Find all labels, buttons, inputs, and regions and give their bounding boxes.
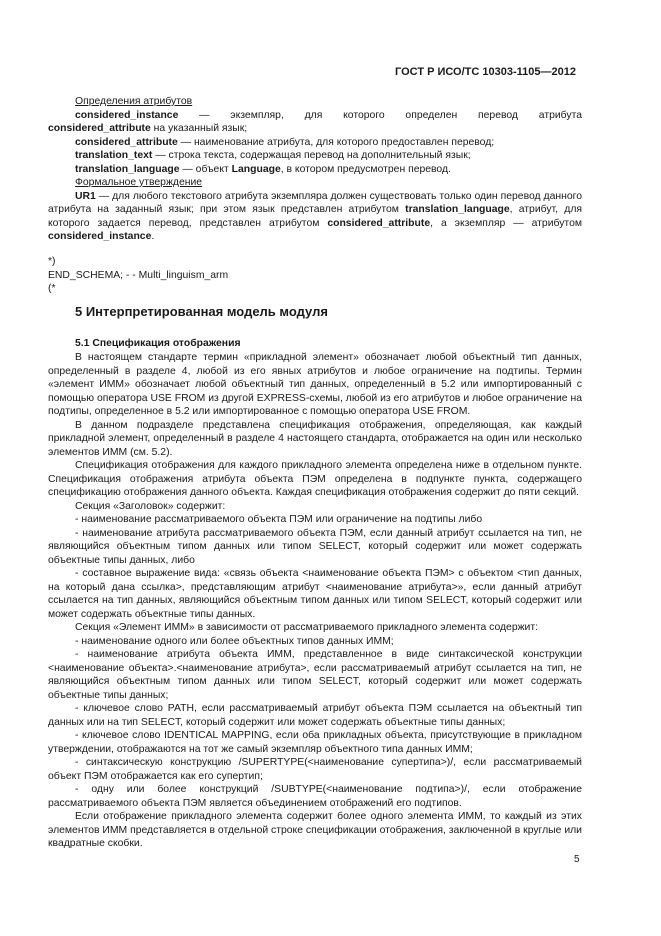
list-item: - наименование рассматриваемого объекта ПЭМ или ограничение на подтипы либо [75,514,483,525]
paragraph: Секция «Элемент ИММ» в зависимости от рассматриваемого прикладного элемента содержит: [75,622,539,633]
definition-considered-instance: — экземпляр, для которого определен перевод атрибута [178,109,582,121]
list-item: - наименование атрибута объекта ИММ, представленное в виде синтаксической конструкции <наименование объекта>.<наименование атрибута>, если рассматриваемый атрибут ссылается на тип, не являющийся объектным типом данных или типом SELECT, который содержит или может содержать объектные типы данных; [48,649,582,701]
rule-term-1: translation_language [405,204,510,215]
term-translation-language: translation_language [75,163,180,175]
list-item: - составное выражение вида: «связь объекта <наименование объекта ПЭМ> с объектом <тип данных, на который дана ссылка>, представляющим атрибут <наименование атрибута>», если данный атрибут ссылается на тип данных, являющийся объектным типом данных или типом SELECT, который содержит или может содержать объектные типы данных. [48,568,582,620]
rule-term-2: considered_attribute [327,217,431,229]
list-item: - ключевое слово IDENTICAL MAPPING, если оба прикладных объекта, присутствующие в прикладном утверждении, отображаются на тот же самый экземпляр объектного типа данных ИММ; [48,730,582,755]
section-5-title: 5 Интерпретированная модель модуля [75,304,328,319]
list-item: - ключевое слово PATH, если рассматриваемый атрибут объекта ПЭМ ссылается на объектный тип данных или на тип SELECT, который содержит или может содержать объектные типы данных; [48,703,582,728]
document-header: ГОСТ Р ИСО/ТС 10303-1105—2012 [395,66,576,78]
definition-considered-attribute: — наименование атрибута, для которого предоставлен перевод; [177,136,495,148]
list-item: - наименование атрибута рассматриваемого объекта ПЭМ, если данный атрибут ссылается на тип, не являющийся объектным типом данных или типом SELECT, который содержит или может содержать объектные типы данных, либо [48,527,582,566]
paragraph: Секция «Заголовок» содержит: [75,500,226,512]
code-line-3: (* [48,283,56,294]
definition-considered-instance-end: на указанный язык; [150,123,248,134]
rule-text-4: . [151,231,155,242]
page-number: 5 [574,854,580,865]
attribute-definitions [48,95,582,244]
code-line-2: END_SCHEMA; - - Multi_linguism_arm [48,269,229,281]
rule-term-3: considered_instance [48,231,152,242]
express-code [48,255,582,296]
list-item: - наименование одного или более объектных типов данных ИММ; [75,635,394,647]
rule-text-1: — для любого текстового атрибута экземпляра должен существовать только один перевод данного атрибута на заданный язык; при этом язык представлен атрибутом [48,190,582,215]
list-item: - синтаксическую конструкцию /SUPERTYPE(<наименование супертипа>)/, если рассматриваемый объект ПЭМ отображается как его супертип; [48,757,582,782]
rule-text-3: , а экземпляр — атрибутом [430,217,582,229]
formal-rule-ur1 [48,190,582,244]
paragraph: Спецификация отображения для каждого прикладного элемента определена ниже в отдельном пункте. Спецификация отображения атрибута объекта ПЭМ определена в подпункте пункта, содержащего спецификацию отображения данного объекта. Каждая спецификация отображения содержит до пяти секций. [48,460,582,498]
rule-text-2: , атрибут, для которого задается перевод, представлен атрибутом [48,204,583,229]
term-considered-attribute-ref: considered_attribute [48,123,151,134]
definition-translation-language-end: , в котором предусмотрен перевод. [280,163,451,175]
code-line-1: *) [48,256,56,267]
list-item: - одну или более конструкций /SUBTYPE(<наименование подтипа>)/, если отображение рассматриваемого объекта ПЭМ является объединением отображений его подтипов. [48,784,582,809]
formal-heading: Формальное утверждение [75,177,203,188]
paragraph: В настоящем стандарте термин «прикладной элемент» обозначает любой объектный тип данных, определенный в разделе 4, любой из его явных атрибутов и любое ограничение на подтипы. Термин «элемент ИММ» обозначает любой объектный тип данных, определенный в 5.2 или импортированный с помощью оператора USE FROM из другой EXPRESS-схемы, любой из его атрибутов и любое ограничение на подтипы, определенное в 5.2 или импортированное с помощью оператора USE FROM. [48,352,582,417]
rule-id: UR1 [75,190,96,202]
section-5-1-title: 5.1 Спецификация отображения [75,338,241,349]
definition-translation-language: — объект [179,163,232,175]
section-5-1-body [48,351,582,851]
paragraph: В данном подразделе представлена спецификация отображения, определяющая, как каждый прикладной элемент, определенный в разделе 4 настоящего стандарта, отображается на один или несколько элементов ИММ (см. 5.2). [48,419,582,458]
paragraph: Если отображение прикладного элемента содержит более одного элемента ИММ, то каждый из этих элементов ИММ представляется в отдельной строке спецификации отображения, заключенной в круглые или квадратные скобки. [48,811,582,849]
term-translation-text: translation_text [75,150,153,161]
term-considered-attribute: considered_attribute [75,136,178,148]
definition-translation-text: — строка текста, содержащая перевод на дополнительный язык; [152,150,471,161]
term-language: Language [231,163,281,175]
attributes-heading: Определения атрибутов [75,96,193,107]
term-considered-instance: considered_instance [75,109,179,121]
